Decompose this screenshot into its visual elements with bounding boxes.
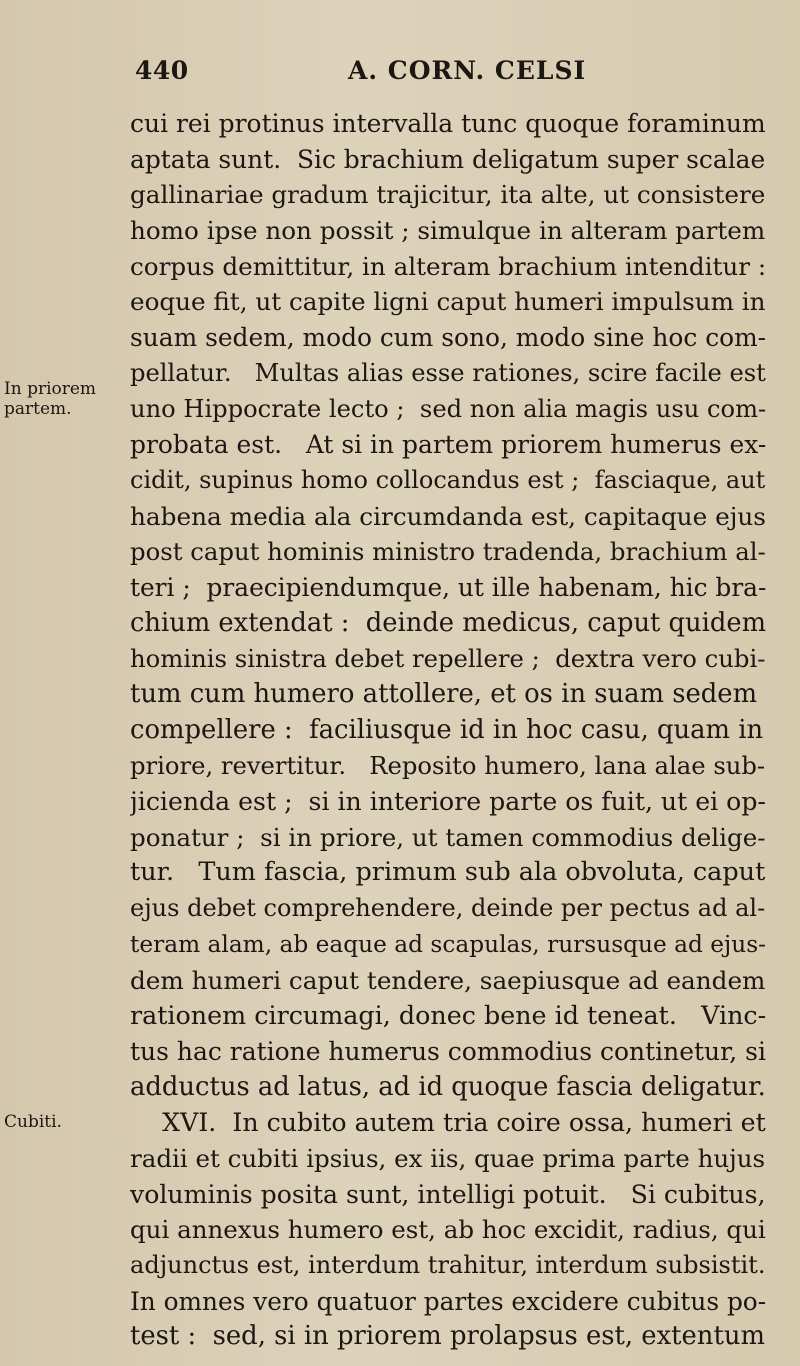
text-line: adjunctus est, interdum trahitur, interdum subsistit. <box>130 1251 766 1279</box>
text-line: cidit, supinus homo collocandus est ; fasciaque, aut <box>130 465 766 494</box>
text-line: ponatur ; si in priore, ut tamen commodius delige- <box>130 822 766 852</box>
body-text <box>130 106 770 1355</box>
text-line: In omnes vero quatuor partes excidere cubitus po- <box>130 1286 767 1316</box>
text-line: suam sedem, modo cum sono, modo sine hoc com- <box>130 323 767 353</box>
margin-note-in-priorem <box>4 379 122 419</box>
running-head: A. CORN. CELSI <box>348 56 587 85</box>
text-line: jicienda est ; si in interiore parte os fuit, ut ei op- <box>130 787 766 817</box>
text-line: ejus debet comprehendere, deinde per pectus ad al- <box>130 894 766 923</box>
text-line: post caput hominis ministro tradenda, brachium al- <box>130 537 766 567</box>
text-line: chium extendat : deinde medicus, caput quidem <box>130 607 767 638</box>
text-line: cui rei protinus intervalla tunc quoque foraminum <box>130 109 766 138</box>
text-line: qui annexus humero est, ab hoc excidit, radius, qui <box>130 1215 766 1245</box>
page-header <box>135 56 755 96</box>
text-line: voluminis posita sunt, intelligi potuit. Si cubitus, <box>130 1179 766 1209</box>
text-line: pellatur. Multas alias esse rationes, scire facile est <box>130 358 766 387</box>
margin-note-cubiti <box>4 1112 122 1132</box>
text-line: eoque fit, ut capite ligni caput humeri impulsum in <box>130 287 766 317</box>
text-line: corpus demittitur, in alteram brachium intenditur : <box>130 251 767 281</box>
text-line: priore, revertitur. Reposito humero, lana alae sub- <box>130 751 766 781</box>
text-line: compellere : faciliusque id in hoc casu, quam in <box>130 714 764 745</box>
text-line: teram alam, ab eaque ad scapulas, rursusque ad ejus- <box>130 930 766 958</box>
text-line: habena media ala circumdanda est, capitaque ejus <box>130 501 766 531</box>
text-line: aptata sunt. Sic brachium deligatum super scalae <box>130 144 766 174</box>
text-line: tum cum humero attollere, et os in suam sedem <box>130 679 758 709</box>
margin-note-line: Cubiti. <box>4 1112 62 1132</box>
margin-note-line: In priorem <box>4 379 97 399</box>
margin-note-line: partem. <box>4 399 72 419</box>
page-number: 440 <box>135 56 189 85</box>
text-line: XVI. In cubito autem tria coire ossa, humeri et <box>130 1108 766 1138</box>
text-line: dem humeri caput tendere, saepiusque ad eandem <box>130 965 766 995</box>
text-line: tur. Tum fascia, primum sub ala obvoluta, caput <box>130 857 766 888</box>
text-line: tus hac ratione humerus commodius continetur, si <box>130 1036 766 1066</box>
text-line: rationem circumagi, donec bene id teneat. Vinc- <box>130 1000 767 1031</box>
text-line: uno Hippocrate lecto ; sed non alia magis usu com- <box>130 394 767 423</box>
text-line: gallinariae gradum trajicitur, ita alte, ut consistere <box>130 180 766 210</box>
text-line: radii et cubiti ipsius, ex iis, quae prima parte hujus <box>130 1143 766 1173</box>
text-line: probata est. At si in partem priorem humerus ex- <box>130 430 767 460</box>
text-line: test : sed, si in priorem prolapsus est, extentum <box>130 1321 765 1352</box>
text-line: adductus ad latus, ad id quoque fascia deligatur. <box>130 1071 766 1102</box>
text-line: homo ipse non possit ; simulque in alteram partem <box>130 216 766 246</box>
text-line: hominis sinistra debet repellere ; dextra vero cubi- <box>130 644 766 674</box>
text-line: teri ; praecipiendumque, ut ille habenam, hic bra- <box>130 572 767 602</box>
